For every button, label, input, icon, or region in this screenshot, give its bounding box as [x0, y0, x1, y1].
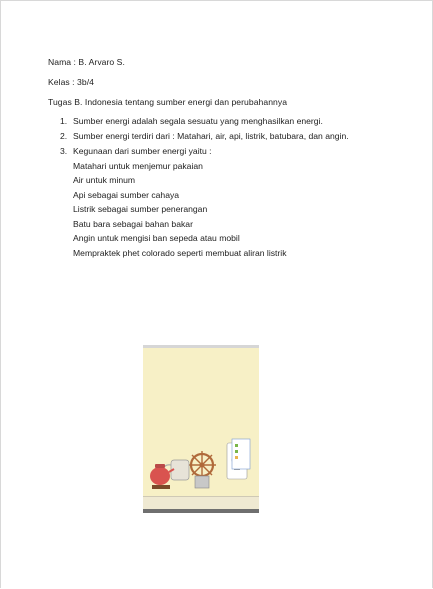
- student-name: Nama : B. Arvaro S.: [48, 57, 125, 67]
- energy-list: [60, 115, 360, 260]
- student-class: Kelas : 3b/4: [48, 77, 94, 87]
- energy-use: Api sebagai sumber cahaya: [73, 189, 180, 200]
- list-item: [60, 115, 360, 128]
- list-number: 1.: [60, 116, 68, 126]
- water-wheel-icon: [188, 451, 216, 488]
- list-item: [60, 145, 360, 260]
- energy-use: Batu bara sebagai bahan bakar: [73, 218, 193, 229]
- list-text: Sumber energi adalah segala sesuatu yang menghasilkan energi.: [73, 116, 323, 126]
- list-number: 2.: [60, 131, 68, 141]
- kettle-icon: [150, 464, 174, 489]
- energy-use: Mempraktek phet colorado seperti membuat aliran listrik: [73, 247, 287, 258]
- simulation-scene: [143, 348, 259, 513]
- simulation-screenshot: [143, 345, 259, 513]
- list-item: [60, 130, 360, 143]
- energy-use: Angin untuk mengisi ban sepeda atau mobil: [73, 233, 240, 243]
- energy-use: Listrik sebagai sumber penerangan: [73, 204, 208, 214]
- energy-use: Matahari untuk menjemur pakaian: [73, 160, 203, 171]
- phone-nav-bar: [143, 509, 259, 513]
- energy-use: Air untuk minum: [73, 175, 136, 185]
- list-text: Sumber energi terdiri dari : Matahari, air, api, listrik, batubara, dan angin.: [73, 131, 349, 141]
- list-text: Kegunaan dari sumber energi yaitu :: [73, 146, 212, 156]
- energy-panel: [232, 439, 250, 469]
- list-number: 3.: [60, 146, 68, 156]
- task-title: Tugas B. Indonesia tentang sumber energi dan perubahannya: [48, 97, 288, 107]
